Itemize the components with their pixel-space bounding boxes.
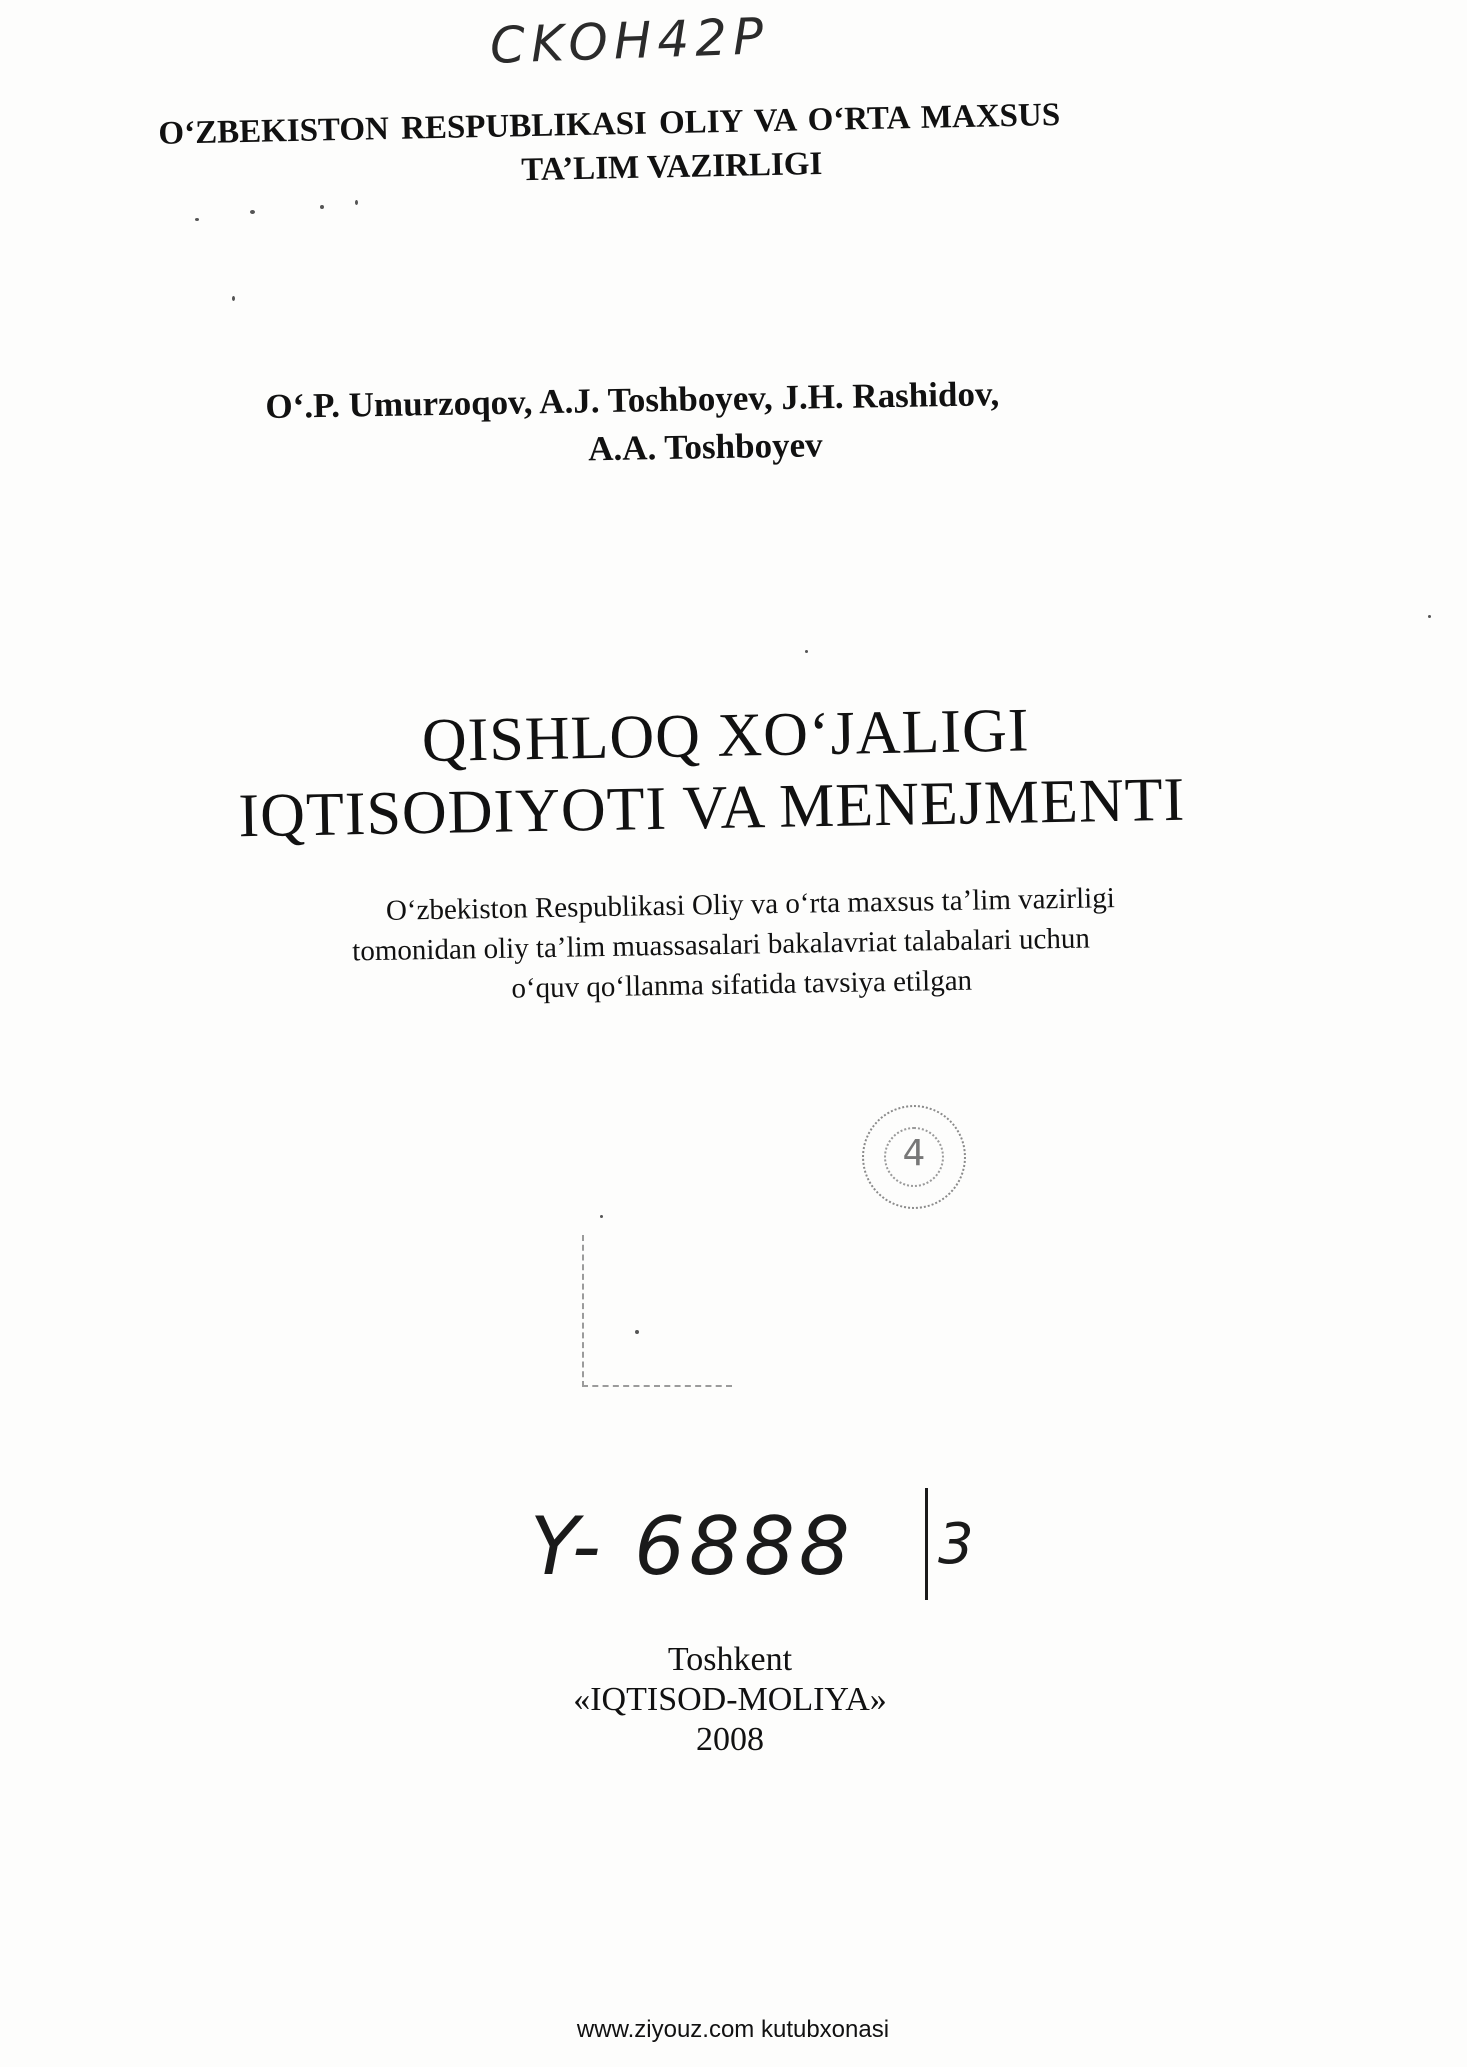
handwritten-divider bbox=[925, 1488, 928, 1600]
library-stamp-number: 4 bbox=[902, 1133, 926, 1174]
authors-line-1: O‘.P. Umurzoqov, A.J. Toshboyev, J.H. Rashidov, bbox=[265, 374, 1000, 426]
imprint-year: 2008 bbox=[696, 1721, 764, 1758]
ministry-line-2: TA’LIM VAZIRLIGI bbox=[520, 145, 823, 189]
scan-speck bbox=[232, 296, 235, 301]
authors-line-2: A.A. Toshboyev bbox=[587, 425, 823, 469]
approval-line-2: tomonidan oliy ta’lim muassasalari bakalavriat talabalari uchun bbox=[351, 922, 1091, 968]
ministry-line-1: O‘ZBEKISTON RESPUBLIKASI OLIY VA O‘RTA MAXSUS bbox=[158, 96, 1061, 152]
scan-speck bbox=[320, 205, 324, 209]
footer-watermark: www.ziyouz.com kutubxonasi bbox=[576, 2016, 890, 2043]
book-title-line-1: QISHLOQ XO‘JALIGI bbox=[421, 696, 1030, 776]
approval-line-3: o‘quv qo‘llanma sifatida tavsiya etilgan bbox=[511, 964, 973, 1005]
imprint bbox=[430, 1640, 1030, 1760]
handwritten-shelf-mark: CKOH42P bbox=[489, 7, 771, 75]
imprint-city: Toshkent bbox=[667, 1641, 793, 1678]
scan-speck bbox=[600, 1215, 603, 1218]
scan-speck bbox=[355, 200, 358, 205]
book-title-line-2: IQTISODIYOTI VA MENEJMENTI bbox=[237, 765, 1186, 851]
handwritten-inventory-suffix: 3 bbox=[938, 1512, 974, 1577]
scan-speck bbox=[635, 1330, 639, 1334]
imprint-publisher: «IQTISOD-MOLIYA» bbox=[573, 1681, 887, 1718]
scan-speck bbox=[250, 210, 255, 214]
authors bbox=[265, 367, 1197, 479]
scan-speck bbox=[1428, 615, 1431, 618]
book-title bbox=[150, 690, 1272, 854]
approval-note bbox=[220, 876, 1222, 1013]
handwritten-inventory-number: Y- 6888 bbox=[530, 1500, 854, 1593]
ministry-heading bbox=[150, 89, 1262, 200]
approval-line-1: O‘zbekiston Respublikasi Oliy va o‘rta maxsus ta’lim vazirligi bbox=[385, 882, 1116, 927]
scan-speck bbox=[195, 218, 199, 221]
faint-rectangular-stamp bbox=[582, 1235, 732, 1387]
library-stamp-icon bbox=[862, 1105, 966, 1209]
scan-speck bbox=[805, 650, 808, 653]
